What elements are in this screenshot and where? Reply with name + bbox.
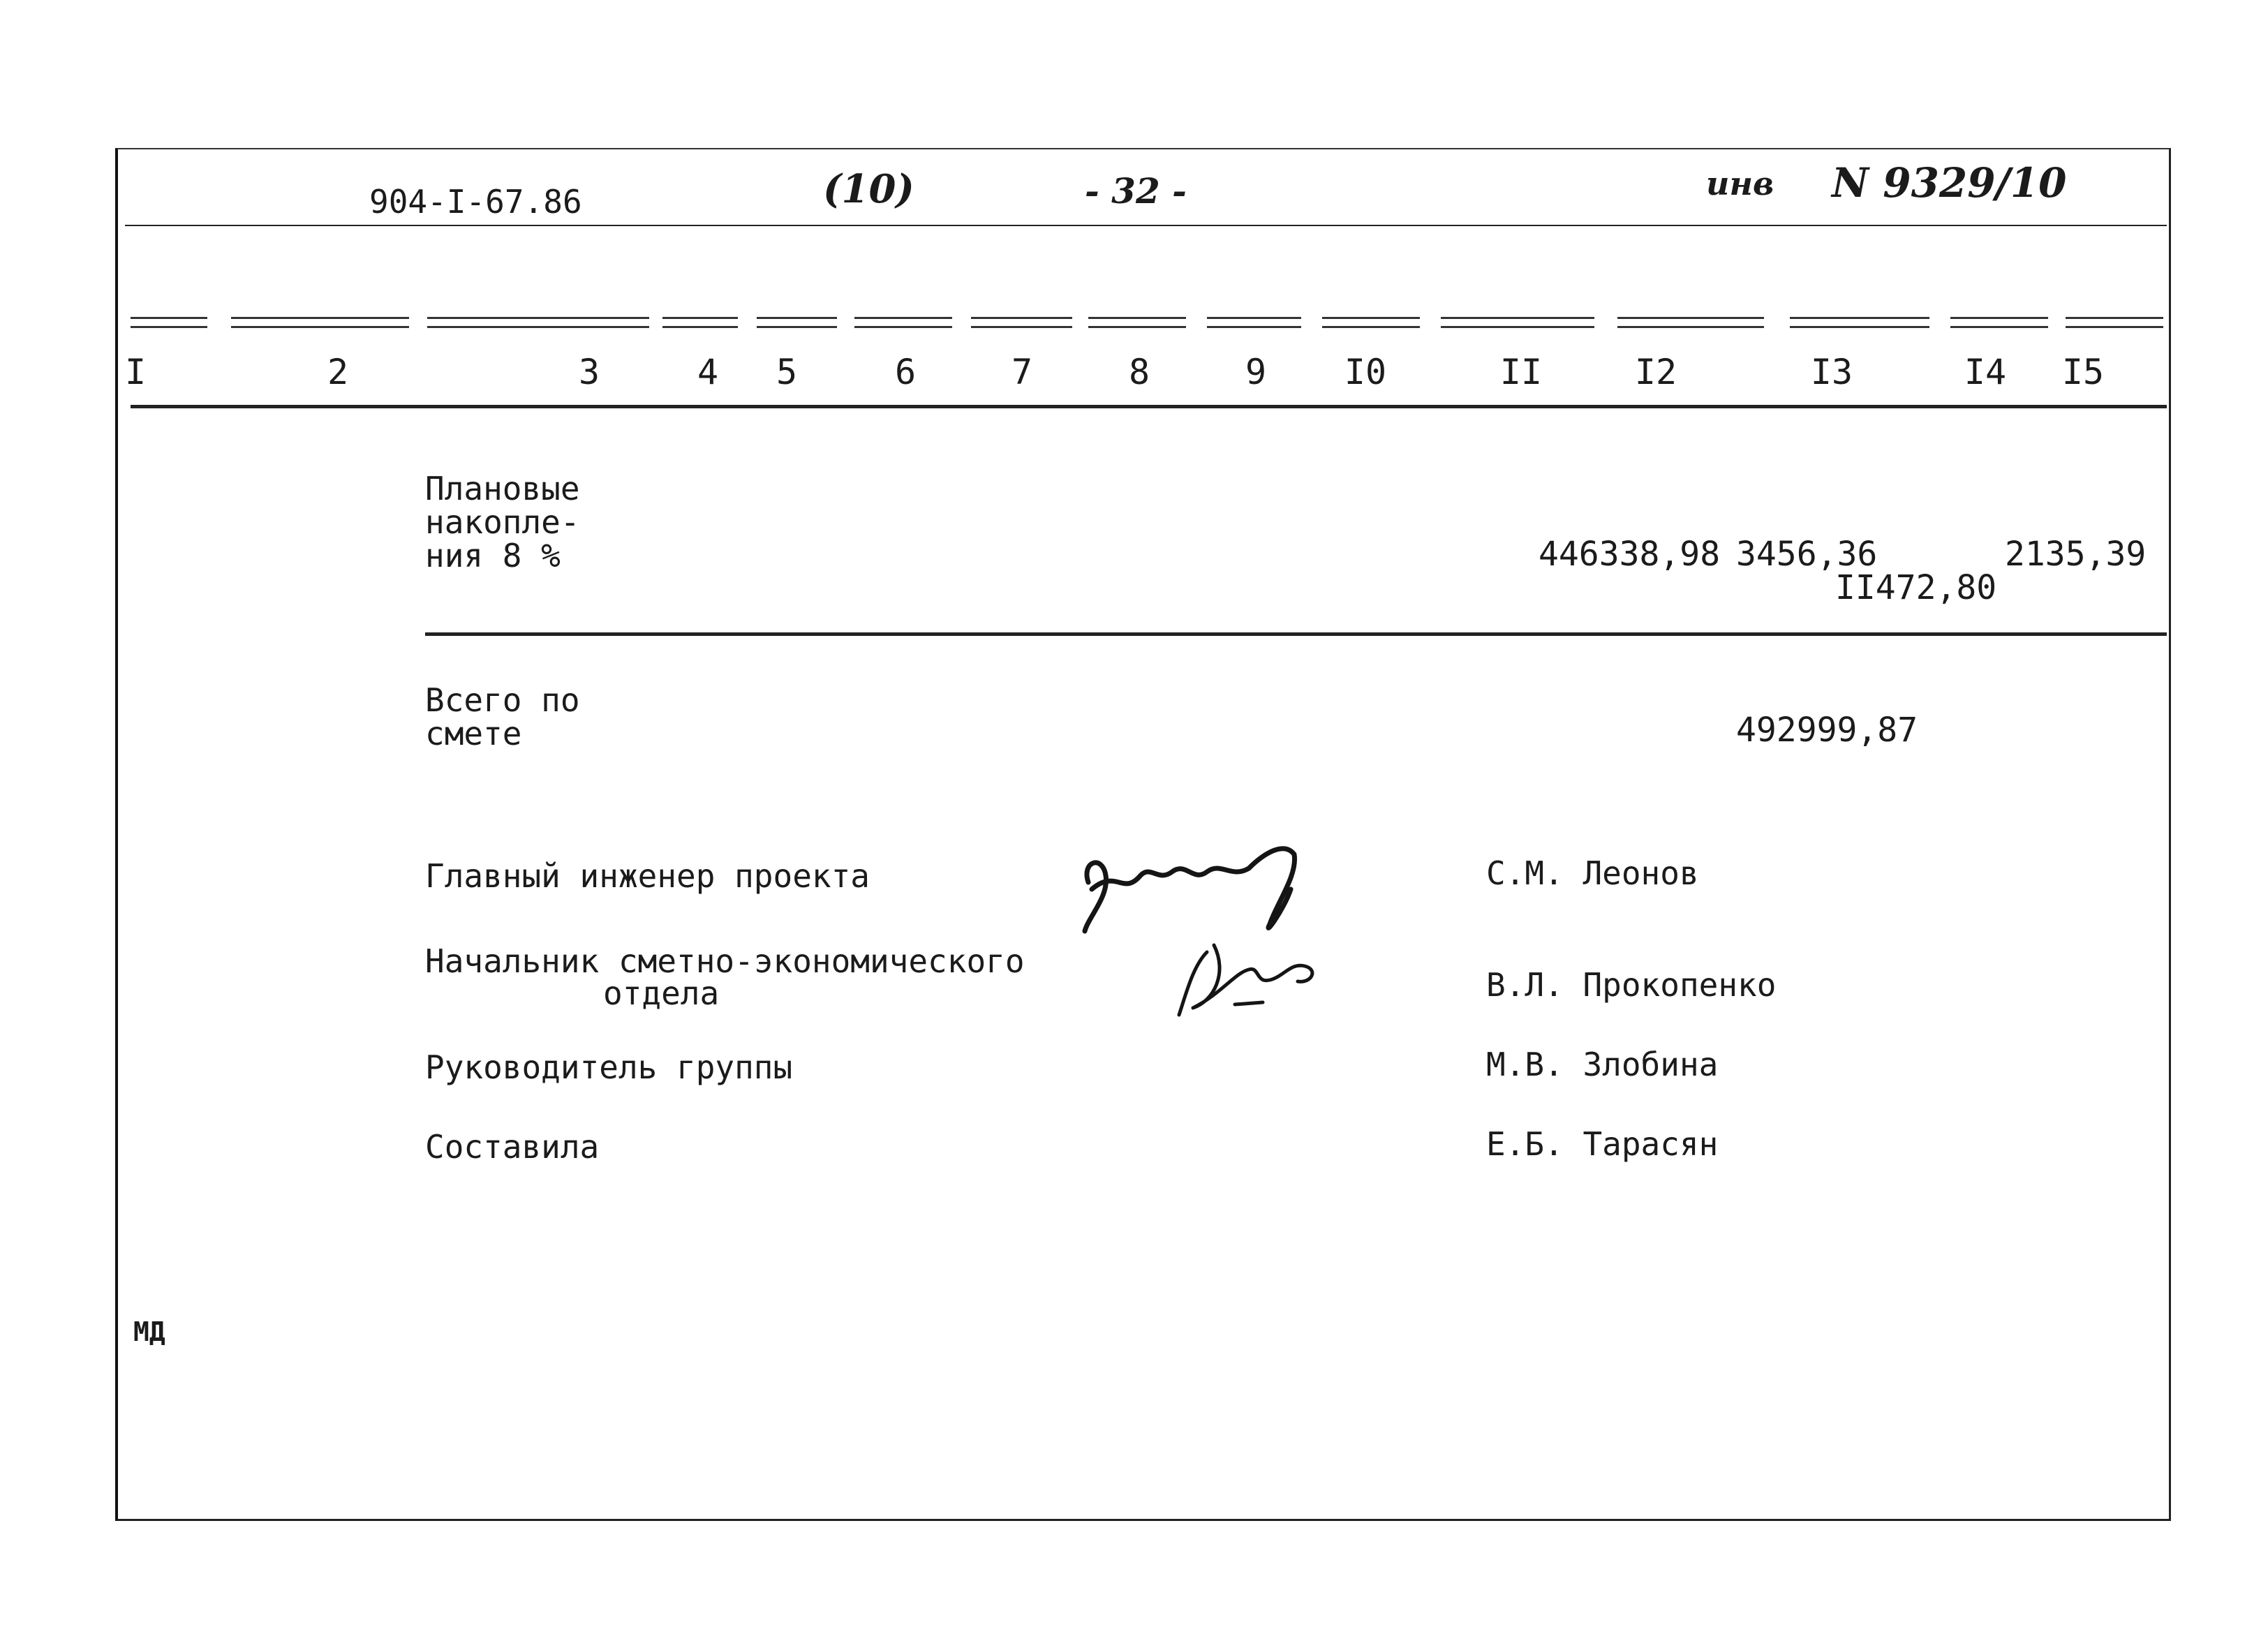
- column-rule: [427, 317, 649, 328]
- column-number: I2: [1634, 352, 1677, 392]
- planned-col12-value: 3456,36: [1736, 535, 1878, 574]
- planned-col15-value: 2135,39: [2005, 535, 2147, 574]
- page-number: - 32 -: [1085, 170, 1187, 211]
- role-estimating-head-dept: отдела: [603, 974, 720, 1012]
- role-compiler: Составила: [425, 1128, 600, 1166]
- row-divider: [425, 632, 2167, 636]
- inventory-number: N 9329/10: [1832, 159, 2067, 207]
- column-rule: [1950, 317, 2048, 328]
- document-sheet: [115, 148, 2171, 1521]
- column-rule: [1322, 317, 1420, 328]
- column-number: 5: [776, 352, 798, 392]
- role-group-leader: Руководитель группы: [425, 1048, 793, 1086]
- column-header-bottom-rule: [131, 405, 2167, 408]
- planned-col11-value: 446338,98: [1539, 535, 1721, 574]
- column-number: 7: [1011, 352, 1033, 392]
- column-number: 8: [1128, 352, 1150, 392]
- inventory-label: инв: [1706, 165, 1774, 202]
- column-rule: [757, 317, 837, 328]
- column-rule: [1207, 317, 1301, 328]
- column-rule: [131, 317, 207, 328]
- column-rule: [854, 317, 952, 328]
- column-number: 2: [327, 352, 349, 392]
- planned-accumulation-label: Плановые накопле- ния 8 %: [425, 470, 580, 574]
- column-number: I0: [1344, 352, 1387, 392]
- column-number: 9: [1245, 352, 1267, 392]
- header-divider: [125, 225, 2167, 226]
- column-number: 6: [894, 352, 917, 392]
- role-chief-engineer: Главный инженер проекта: [425, 857, 870, 895]
- column-rule: [2066, 317, 2163, 328]
- total-col13-value: 492999,87: [1736, 711, 1918, 750]
- column-rule: [1790, 317, 1929, 328]
- planned-col13-value: II472,80: [1835, 568, 1997, 607]
- column-rule: [1088, 317, 1186, 328]
- column-rule: [971, 317, 1072, 328]
- column-number: 4: [697, 352, 719, 392]
- sheet-part: (10): [823, 166, 914, 212]
- column-number: 3: [578, 352, 600, 392]
- column-number: I3: [1810, 352, 1853, 392]
- name-chief-engineer: С.М. Леонов: [1486, 854, 1699, 892]
- column-rule: [231, 317, 409, 328]
- name-group-leader: М.В. Злобина: [1486, 1046, 1719, 1083]
- handwritten-signatures: [1074, 833, 1437, 1029]
- signature-prokopenko: [1179, 945, 1312, 1015]
- column-rule: [1617, 317, 1764, 328]
- doc-code: 904-I-67.86: [369, 183, 582, 221]
- name-compiler: Е.Б. Тарасян: [1486, 1125, 1719, 1163]
- footer-mark: МД: [133, 1316, 165, 1347]
- signature-leonov: [1085, 849, 1295, 931]
- role-estimating-head: Начальник сметно-экономического: [425, 942, 1025, 980]
- column-rule: [662, 317, 738, 328]
- column-rule: [1441, 317, 1594, 328]
- column-number: I4: [1964, 352, 2007, 392]
- name-estimating-head: В.Л. Прокопенко: [1486, 966, 1777, 1004]
- column-number: I5: [2061, 352, 2105, 392]
- total-label: Всего по смете: [425, 681, 580, 752]
- column-number: II: [1499, 352, 1543, 392]
- column-number: I: [124, 352, 147, 392]
